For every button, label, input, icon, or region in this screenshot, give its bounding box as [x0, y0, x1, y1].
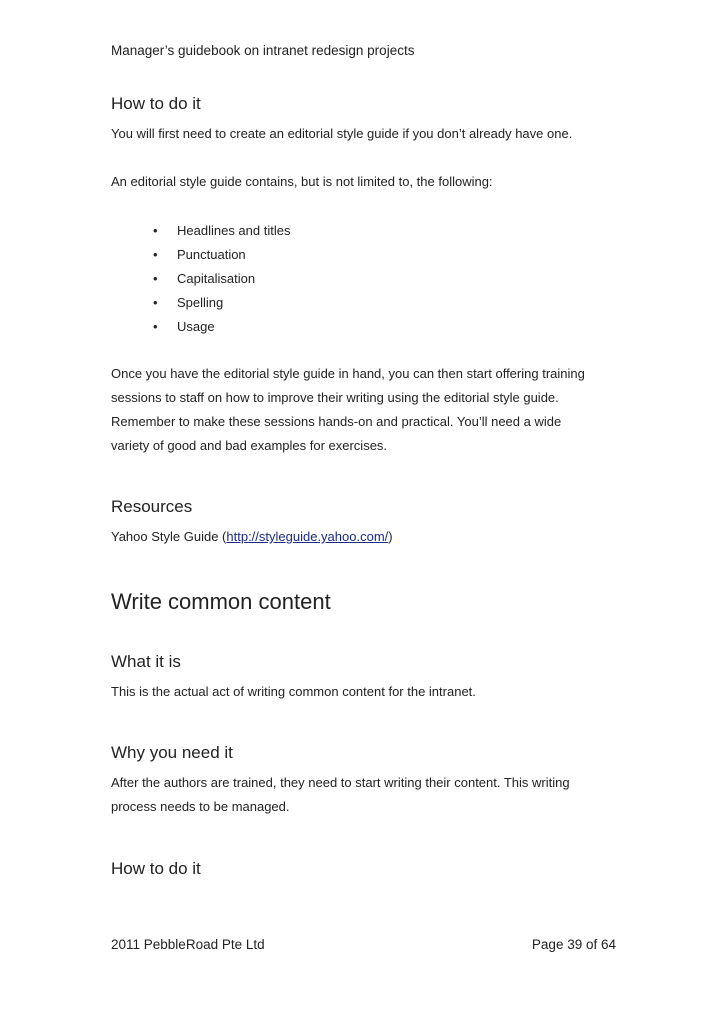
bullet-glyph: •: [153, 271, 158, 286]
running-header: Manager’s guidebook on intranet redesign projects: [111, 43, 415, 58]
bullet-glyph: •: [153, 295, 158, 310]
resources-line: Yahoo Style Guide (http://styleguide.yahoo.com/): [111, 529, 393, 544]
bullet-glyph: •: [153, 319, 158, 334]
paragraph-training-line-1: Once you have the editorial style guide in hand, you can then start offering training: [111, 366, 585, 381]
footer-copyright: 2011 PebbleRoad Pte Ltd: [111, 937, 265, 952]
section-heading-resources: Resources: [111, 497, 193, 516]
bullet-glyph: •: [153, 223, 158, 238]
list-item: • Headlines and titles: [153, 221, 290, 245]
section-heading-why-you-need-it: Why you need it: [111, 743, 233, 762]
section-heading-how-to-do-it-2: How to do it: [111, 859, 201, 878]
bullet-glyph: •: [153, 247, 158, 262]
section-heading-write-common-content: Write common content: [111, 589, 331, 614]
paragraph-why-line-2: process needs to be managed.: [111, 799, 290, 814]
list-item: • Punctuation: [153, 245, 290, 269]
section-heading-what-it-is: What it is: [111, 652, 181, 671]
section-heading-how-to-do-it: How to do it: [111, 94, 201, 113]
bullet-list: [153, 221, 290, 341]
list-item: • Usage: [153, 317, 290, 341]
paragraph-what-it-is: This is the actual act of writing common content for the intranet.: [111, 684, 476, 699]
list-item: • Capitalisation: [153, 269, 290, 293]
paragraph-training-line-4: variety of good and bad examples for exercises.: [111, 438, 388, 453]
paragraph-training-line-2: sessions to staff on how to improve their writing using the editorial style guide.: [111, 390, 559, 405]
paragraph-contains-intro: An editorial style guide contains, but is not limited to, the following:: [111, 174, 493, 189]
paragraph-create-style-guide: You will first need to create an editorial style guide if you don’t already have one.: [111, 126, 573, 141]
footer-page-number: Page 39 of 64: [531, 937, 616, 952]
yahoo-style-guide-link[interactable]: http://styleguide.yahoo.com/: [226, 529, 389, 544]
list-item: • Spelling: [153, 293, 290, 317]
paragraph-training-line-3: Remember to make these sessions hands-on and practical. You’ll need a wide: [111, 414, 562, 429]
paragraph-why-line-1: After the authors are trained, they need to start writing their content. This writing: [111, 775, 570, 790]
